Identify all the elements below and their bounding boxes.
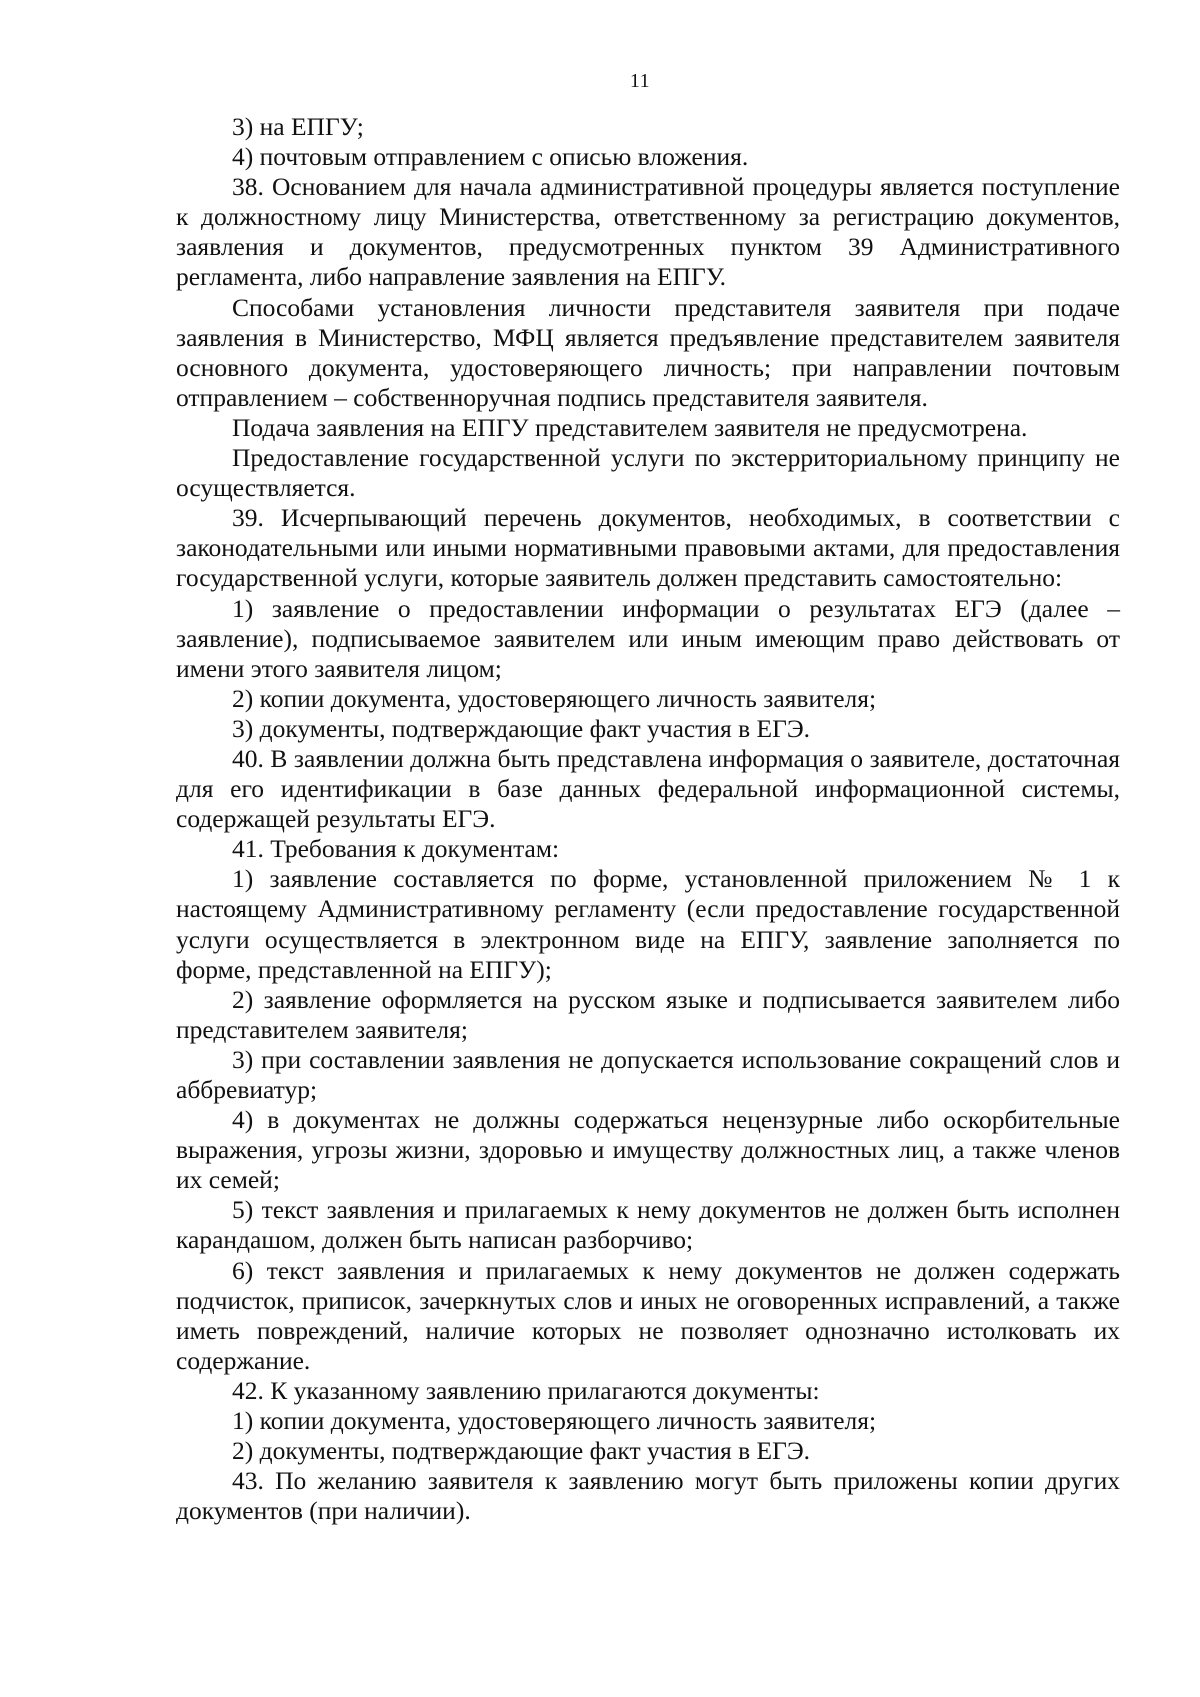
identity-methods-paragraph: Способами установления личности представителя заявителя при подаче заявления в Министерство, МФЦ является предъявление представителем заявителя основного документа, удостоверяющего личность; при направлении почтовым отправлением – собственноручная подпись представителя заявителя. (176, 292, 1120, 412)
extraterritorial-paragraph: Предоставление государственной услуги по экстерриториальному принципу не осуществляется. (176, 443, 1120, 503)
clause-42: 42. К указанному заявлению прилагаются документы: (232, 1375, 820, 1405)
clause-41-item-3: 3) при составлении заявления не допускается использование сокращений слов и аббревиатур; (176, 1044, 1120, 1104)
clause-39-item-3: 3) документы, подтверждающие факт участия в ЕГЭ. (232, 713, 811, 743)
clause-41-item-4: 4) в документах не должны содержаться нецензурные либо оскорбительные выражения, угрозы жизни, здоровью и имуществу должностных лиц, а также членов их семей; (176, 1105, 1120, 1195)
clause-39-item-2: 2) копии документа, удостоверяющего личность заявителя; (232, 683, 877, 713)
clause-41-item-5: 5) текст заявления и прилагаемых к нему документов не должен быть исполнен карандашом, должен быть написан разборчиво; (176, 1195, 1120, 1255)
clause-40: 40. В заявлении должна быть представлена информация о заявителе, достаточная для его идентификации в базе данных федеральной информационной системы, содержащей результаты ЕГЭ. (176, 743, 1120, 834)
clause-43: 43. По желанию заявителя к заявлению могут быть приложены копии других документов (при наличии). (176, 1466, 1120, 1526)
clause-41-item-2: 2) заявление оформляется на русском языке и подписывается заявителем либо представителем заявителя; (176, 984, 1120, 1044)
clause-41-item-1: 1) заявление составляется по форме, установленной приложением № 1 к настоящему Административному регламенту (если предоставление государственной услуги осуществляется в электронном виде на ЕПГУ, заявление заполняется по форме, представленной на ЕПГУ); (176, 864, 1120, 984)
clause-39-item-1: 1) заявление о предоставлении информации о результатах ЕГЭ (далее – заявление), подписываемое заявителем или иным имеющим право действовать от имени этого заявителя лицом; (176, 593, 1120, 683)
page-number: 11 (629, 70, 651, 92)
clause-42-item-1: 1) копии документа, удостоверяющего личность заявителя; (232, 1406, 877, 1436)
list-item-3-epgu: 3) на ЕПГУ; (232, 112, 364, 141)
clause-42-item-2: 2) документы, подтверждающие факт участия в ЕГЭ. (232, 1436, 811, 1466)
clause-41: 41. Требования к документам: (232, 834, 560, 864)
clause-39: 39. Исчерпывающий перечень документов, необходимых, в соответствии с законодательными или иными нормативными правовыми актами, для предоставления государственной услуги, которые заявитель должен представить самостоятельно: (176, 503, 1120, 593)
list-item-4-postal: 4) почтовым отправлением с описью вложения. (232, 142, 749, 172)
epgu-representative-paragraph: Подача заявления на ЕПГУ представителем заявителя не предусмотрена. (232, 412, 1028, 442)
clause-41-item-6: 6) текст заявления и прилагаемых к нему документов не должен содержать подчисток, приписок, зачеркнутых слов и иных не оговоренных исправлений, а также иметь повреждений, наличие которых не позволяет однозначно истолковать их содержание. (176, 1255, 1120, 1375)
document-body (176, 112, 1120, 1526)
clause-38: 38. Основанием для начала административной процедуры является поступление к должностному лицу Министерства, ответственному за регистрацию документов, заявления и документов, предусмотренных пунктом 39 Административного регламента, либо направление заявления на ЕПГУ. (176, 172, 1120, 292)
